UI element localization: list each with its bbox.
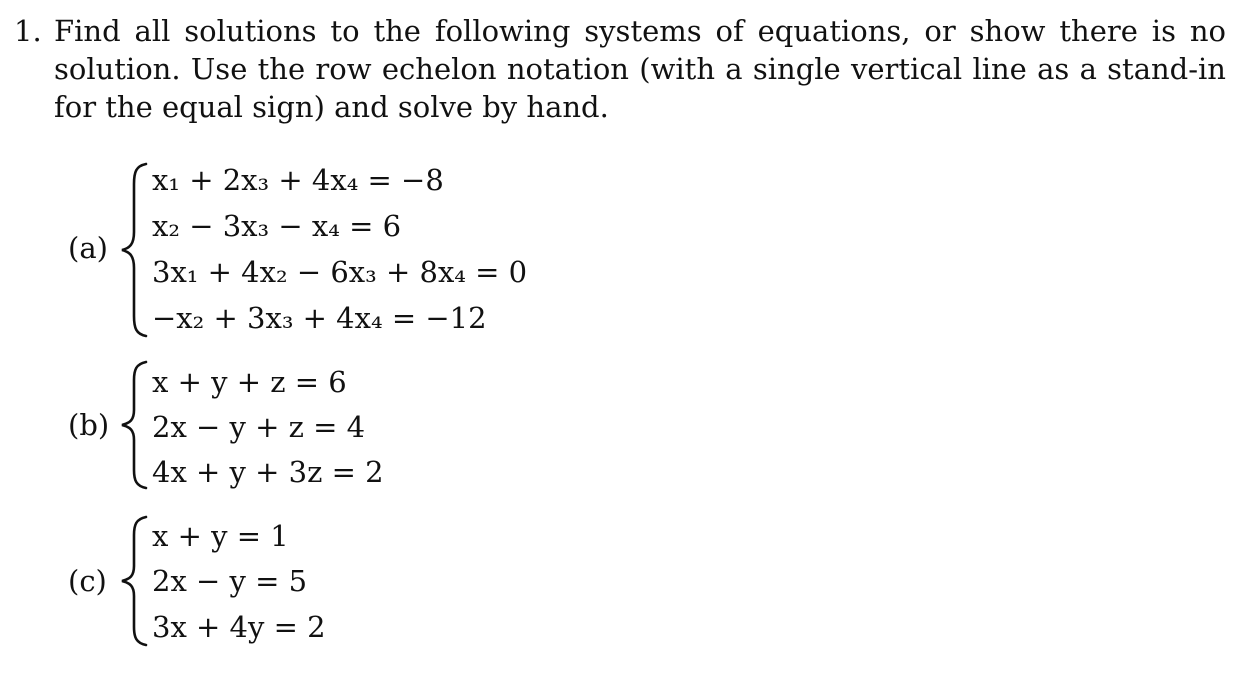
equation: 3x + 4y = 2 xyxy=(152,610,326,644)
equation: x + y = 1 xyxy=(152,519,289,553)
equation: x₂ − 3x₃ − x₄ = 6 xyxy=(152,209,402,243)
problem-header xyxy=(14,12,1226,126)
left-brace-icon xyxy=(118,160,150,340)
part-c-label: (c) xyxy=(68,564,107,598)
part-a-label: (a) xyxy=(68,231,108,265)
equation: 2x − y + z = 4 xyxy=(152,410,366,444)
equation: 3x₁ + 4x₂ − 6x₃ + 8x₄ = 0 xyxy=(152,255,528,289)
left-brace-icon xyxy=(118,513,150,649)
problem-statement: Find all solutions to the following systems of equations, or show there is no solution. Use the row echelon notation (with a single vertical line as a stand-in for the equal sign) and solve by hand. xyxy=(54,14,1226,124)
equation: x + y + z = 6 xyxy=(152,365,347,399)
equation: −x₂ + 3x₃ + 4x₄ = −12 xyxy=(152,301,487,335)
problem-number: 1. xyxy=(14,14,42,48)
part-b-label: (b) xyxy=(68,408,110,442)
left-brace-icon xyxy=(118,358,150,492)
equation: x₁ + 2x₃ + 4x₄ = −8 xyxy=(152,163,444,197)
problem-1 xyxy=(14,12,1226,126)
equation: 2x − y = 5 xyxy=(152,564,308,598)
equation: 4x + y + 3z = 2 xyxy=(152,455,384,489)
